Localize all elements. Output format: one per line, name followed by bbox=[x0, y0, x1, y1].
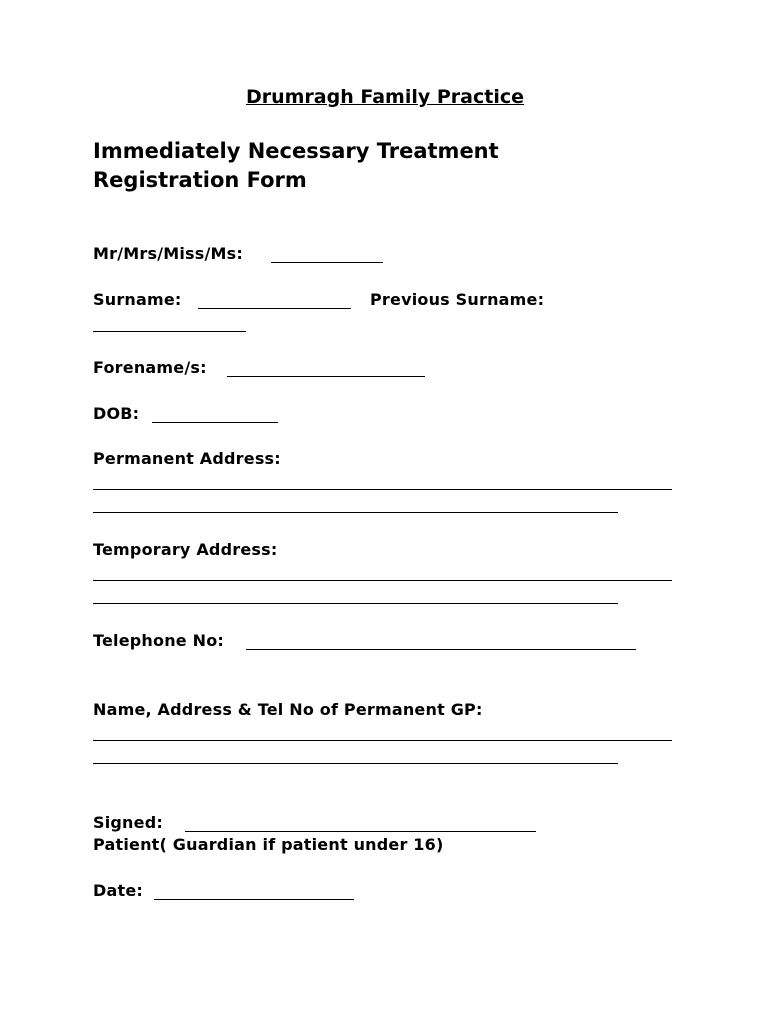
temporary-address-line-1[interactable] bbox=[93, 580, 672, 581]
permanent-gp-label: Name, Address & Tel No of Permanent GP: bbox=[93, 700, 483, 719]
form-title-line2: Registration Form bbox=[93, 168, 307, 192]
permanent-address-label: Permanent Address: bbox=[93, 449, 281, 468]
date-input-line[interactable] bbox=[154, 899, 354, 900]
date-label: Date: bbox=[93, 881, 143, 900]
permanent-gp-line-2[interactable] bbox=[93, 763, 618, 764]
permanent-address-line-1[interactable] bbox=[93, 489, 672, 490]
signature-input-line[interactable] bbox=[185, 831, 536, 832]
practice-name-heading: Drumragh Family Practice bbox=[245, 86, 525, 108]
telephone-label: Telephone No: bbox=[93, 631, 225, 650]
previous-surname-label: Previous Surname: bbox=[370, 290, 545, 309]
title-input-line[interactable] bbox=[271, 262, 383, 263]
signed-note: Patient( Guardian if patient under 16) bbox=[93, 835, 444, 854]
dob-input-line[interactable] bbox=[152, 422, 278, 423]
previous-surname-input-line[interactable] bbox=[93, 331, 246, 332]
telephone-input-line[interactable] bbox=[246, 649, 636, 650]
forenames-input-line[interactable] bbox=[227, 376, 425, 377]
title-label: Mr/Mrs/Miss/Ms: bbox=[93, 244, 243, 263]
surname-input-line[interactable] bbox=[198, 308, 351, 309]
permanent-gp-line-1[interactable] bbox=[93, 740, 672, 741]
dob-label: DOB: bbox=[93, 404, 140, 423]
form-title-line1: Immediately Necessary Treatment bbox=[93, 139, 499, 163]
temporary-address-label: Temporary Address: bbox=[93, 540, 278, 559]
permanent-address-line-2[interactable] bbox=[93, 512, 618, 513]
forenames-label: Forename/s: bbox=[93, 358, 207, 377]
signed-label: Signed: bbox=[93, 813, 163, 832]
temporary-address-line-2[interactable] bbox=[93, 603, 618, 604]
surname-label: Surname: bbox=[93, 290, 182, 309]
